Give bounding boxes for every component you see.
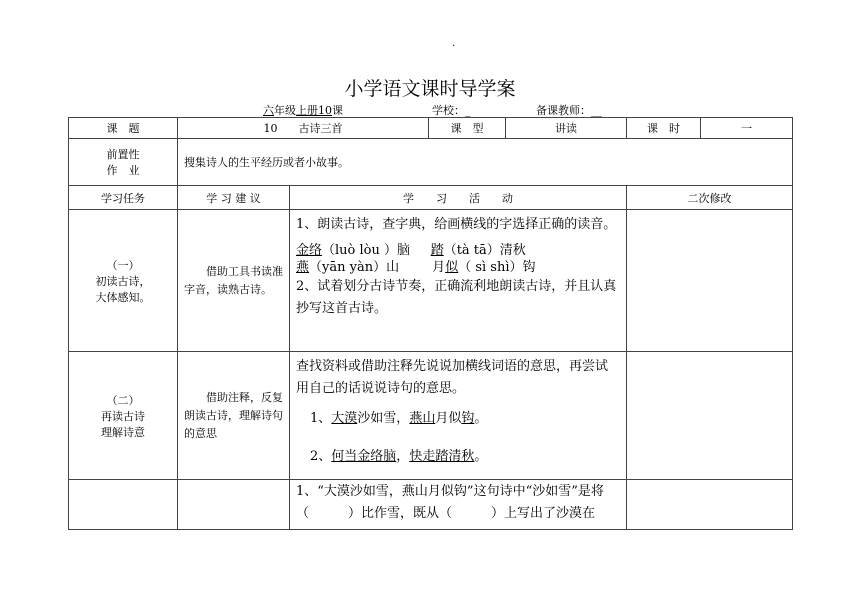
pinyin-line2	[296, 259, 620, 276]
grade-value: 六	[263, 104, 274, 117]
topic-value	[178, 118, 429, 139]
pinyin-ta: （tà tā）	[443, 243, 500, 258]
topic-label: 课 题	[69, 118, 178, 139]
section2-task	[69, 352, 178, 480]
section1-item2: 2、试着划分古诗节奏，正确流利地朗读古诗，并且认真抄写这首古诗。	[296, 279, 617, 316]
teacher-field: 备课教师：__	[536, 104, 602, 117]
phrase-kuaizou: 快走踏清秋	[409, 449, 475, 464]
section2-suggestion: 借助注释，反复朗读古诗，理解诗句的意思	[178, 352, 290, 480]
line2-end: 。	[474, 449, 488, 464]
page-title: 小学语文课时导学案	[344, 78, 516, 100]
prework-label	[69, 139, 178, 186]
section1-task-line3: 大体感知。	[95, 290, 151, 304]
pinyin-si: （ sì shì）	[458, 260, 523, 275]
section1-task-line1: （一）	[106, 258, 140, 272]
word-gou2: 钩	[461, 411, 475, 426]
section2-task-line1: （二）	[106, 393, 140, 407]
school-field: 学校：_	[432, 104, 471, 117]
section1-row	[69, 210, 793, 352]
lesson-number: 10	[318, 104, 332, 117]
prework-label-line2: 作 业	[106, 164, 140, 177]
word-yue: 月	[432, 260, 446, 275]
section2-revision	[627, 352, 793, 480]
topic-lesson-title: 古诗三首	[298, 122, 343, 135]
prework-label-line1: 前置性	[106, 148, 140, 161]
word-yanshan: 燕山	[409, 411, 436, 426]
phrase-hedang: 何当金络脑	[331, 449, 397, 464]
section3-suggestion	[178, 480, 290, 530]
section3-row	[69, 480, 793, 530]
line1-number: 1、	[310, 411, 332, 426]
type-label: 课 型	[429, 118, 506, 139]
prework-row	[69, 139, 793, 186]
lesson-plan-table	[68, 117, 793, 530]
section1-item1: 1、朗读古诗，查字典，给画横线的字选择正确的读音。	[296, 217, 617, 232]
line1-end: 。	[474, 411, 488, 426]
section2-intro: 查找资料或借助注释先说说加横线词语的意思，再尝试用自己的话说说诗句的意思。	[296, 359, 609, 396]
topic-row	[69, 118, 793, 139]
line2-number: 2、	[310, 449, 332, 464]
section2-task-line2: 再读古诗	[101, 409, 145, 423]
line1-text2: 月似	[435, 411, 462, 426]
pinyin-yan: （yān yàn）	[309, 260, 387, 275]
header-dot: .	[452, 38, 456, 49]
section1-suggestion: 借助工具书读准字音，读熟古诗。	[178, 210, 290, 352]
section2-line2	[296, 446, 620, 468]
section1-task-line2: 初读古诗，	[95, 274, 151, 288]
section1-task	[69, 210, 178, 352]
section3-revision	[627, 480, 793, 530]
section2-activity	[290, 352, 627, 480]
section2-line1	[296, 408, 620, 430]
pinyin-luo: （luò lòu ）	[322, 243, 397, 258]
section2-task-line3: 理解诗意	[101, 425, 145, 439]
section3-task	[69, 480, 178, 530]
line1-text1: 沙如雪，	[357, 411, 410, 426]
col-header-activity: 学 习 活 动	[290, 186, 627, 210]
header-row	[69, 186, 793, 210]
word-qingqiu: 清秋	[499, 243, 526, 258]
term-value: 上册	[296, 104, 318, 117]
col-header-revision: 二次修改	[627, 186, 793, 210]
section2-row	[69, 352, 793, 480]
word-nao: 脑	[397, 243, 411, 258]
word-damo: 大漠	[331, 411, 358, 426]
section1-activity	[290, 210, 627, 352]
section1-revision	[627, 210, 793, 352]
pinyin-line1	[296, 242, 620, 259]
type-value: 讲读	[506, 118, 627, 139]
grade-suffix: 年级	[274, 104, 296, 117]
topic-lesson-number: 10	[263, 122, 278, 135]
word-si: 似	[445, 260, 459, 275]
word-gou: 钩	[522, 260, 536, 275]
word-ta: 踏	[430, 243, 444, 258]
period-value: 一	[701, 118, 793, 139]
grade-info	[263, 102, 343, 118]
line2-comma: ，	[396, 449, 410, 464]
word-yan: 燕	[296, 260, 310, 275]
prework-content: 搜集诗人的生平经历或者小故事。	[178, 139, 793, 186]
period-label: 课 时	[627, 118, 701, 139]
col-header-task: 学习任务	[69, 186, 178, 210]
word-jinluo: 金络	[296, 243, 323, 258]
section3-item1: 1、“大漠沙如雪，燕山月似钩”这句诗中“沙如雪”是将（ ）比作雪，既从（ ）上写出了沙漠在	[296, 484, 604, 521]
section3-activity	[290, 480, 627, 530]
word-shan: 山	[386, 260, 400, 275]
lesson-suffix: 课	[332, 104, 343, 117]
col-header-suggestion: 学 习 建 议	[178, 186, 290, 210]
